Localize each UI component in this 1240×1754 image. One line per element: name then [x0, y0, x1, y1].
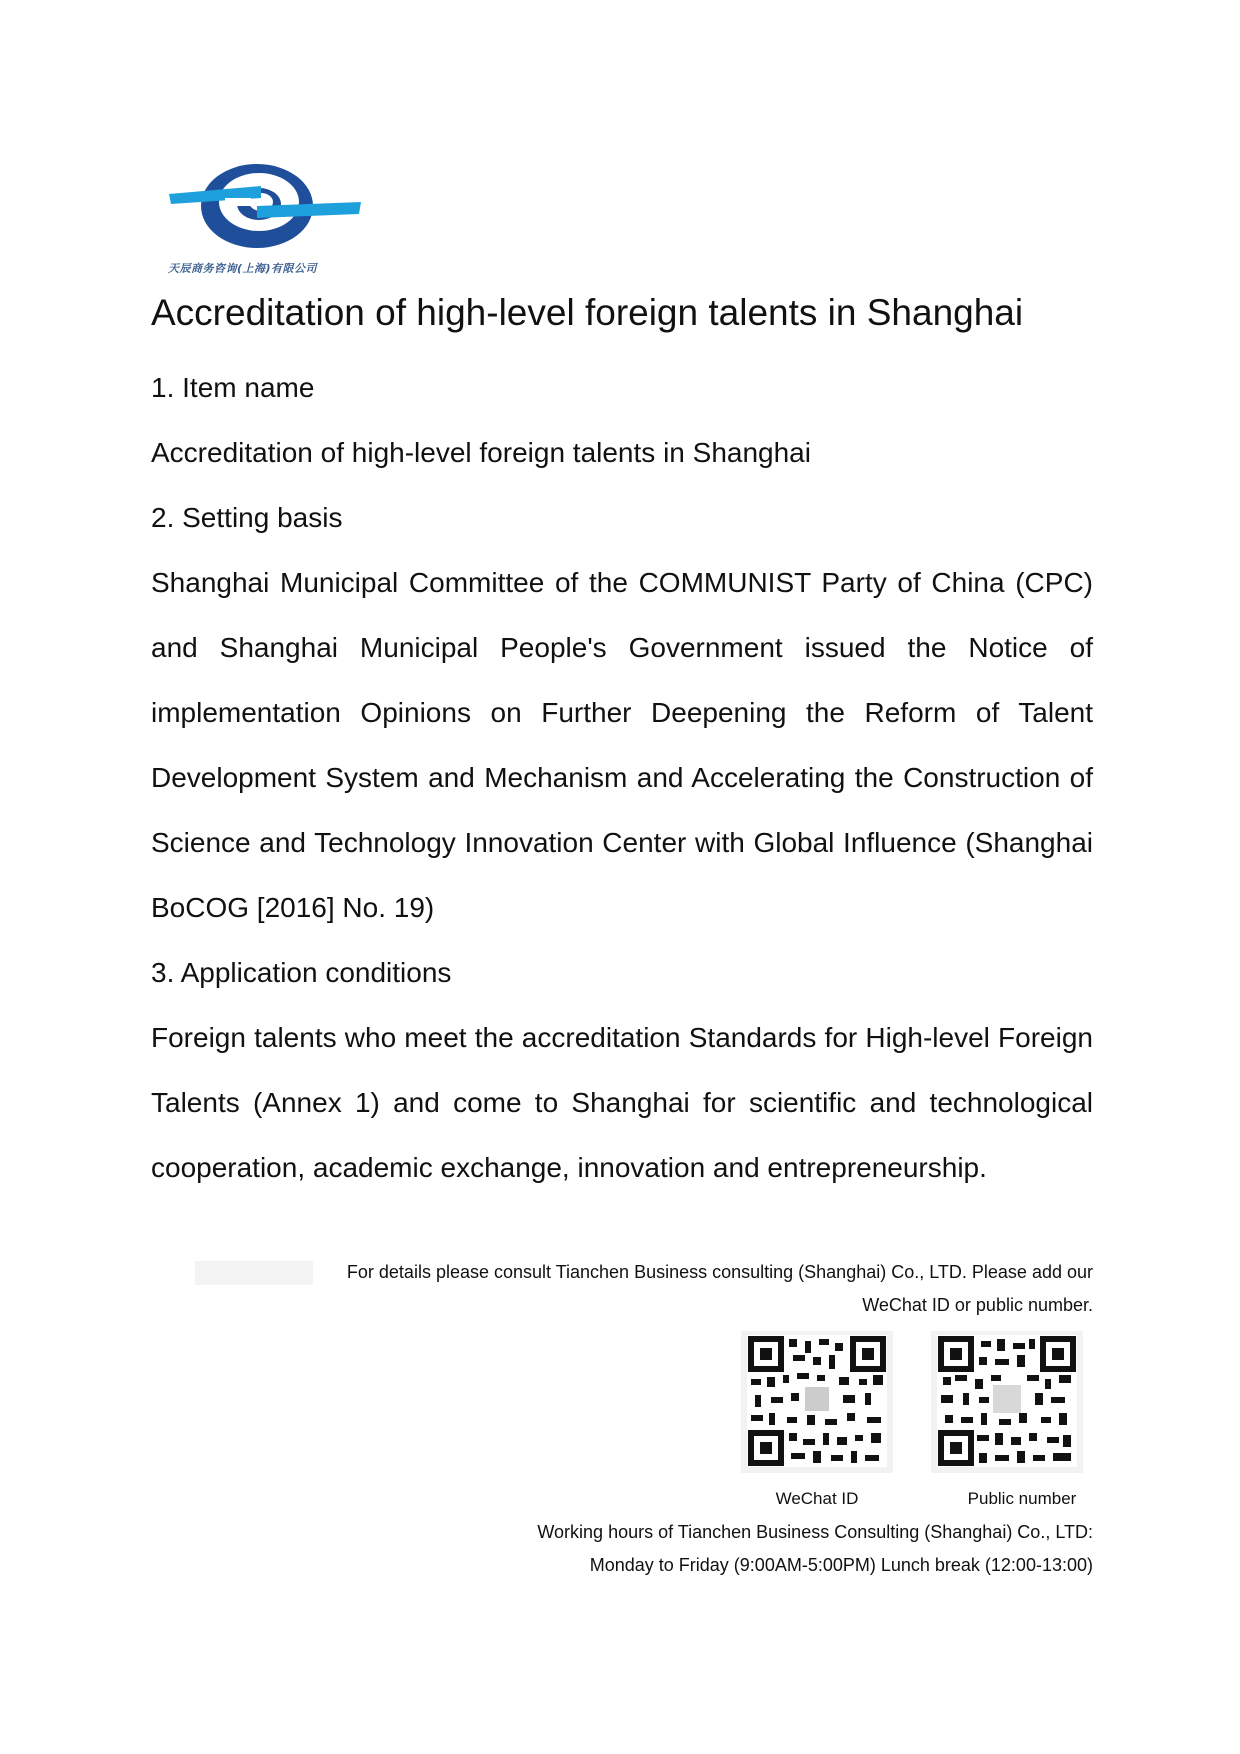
section-heading-item-name: 1. Item name — [151, 372, 315, 403]
wechat-id-qr-code-icon — [747, 1335, 887, 1467]
wechat-id-qr-code — [741, 1331, 893, 1473]
document-body — [151, 355, 1093, 1200]
section-body-application-conditions: Foreign talents who meet the accreditation Standards for High-level Foreign Talents (Annex 1) and come to Shanghai for scientific and technological cooperation, academic exchange, innovation and entrepreneurship. — [151, 1022, 1093, 1183]
logo-caption: 天辰商务咨询(上海)有限公司 — [168, 262, 318, 275]
qr-label-public-number: Public number — [967, 1489, 1077, 1508]
consult-line-1: For details please consult Tianchen Business consulting (Shanghai) Co., LTD. Please add our — [346, 1262, 1093, 1282]
note-shading — [195, 1261, 313, 1285]
tianchen-logo-icon — [165, 158, 365, 258]
qr-label-wechat-id: WeChat ID — [775, 1489, 859, 1508]
section-heading-application-conditions: 3. Application conditions — [151, 957, 452, 988]
working-hours-line-1: Working hours of Tianchen Business Consulting (Shanghai) Co., LTD: — [537, 1522, 1093, 1542]
public-number-qr-code-icon — [937, 1335, 1077, 1467]
section-body-item-name: Accreditation of high-level foreign talents in Shanghai — [151, 437, 811, 468]
working-hours-line-2: Monday to Friday (9:00AM-5:00PM) Lunch break (12:00-13:00) — [589, 1555, 1093, 1575]
consult-note — [195, 1256, 1093, 1322]
section-heading-setting-basis: 2. Setting basis — [151, 502, 343, 533]
section-body-setting-basis: Shanghai Municipal Committee of the COMMUNIST Party of China (CPC) and Shanghai Municipal People's Government issued the Notice of implementation Opinions on Further Deepening the Reform of Talent Development System and Mechanism and Accelerating the Construction of Science and Technology Innovation Center with Global Influence (Shanghai BoCOG [2016] No. 19) — [151, 567, 1093, 923]
page-title: Accreditation of high-level foreign talents in Shanghai — [151, 292, 1024, 333]
working-hours — [440, 1516, 1093, 1582]
public-number-qr-code — [931, 1331, 1083, 1473]
consult-line-2: WeChat ID or public number. — [862, 1295, 1093, 1315]
